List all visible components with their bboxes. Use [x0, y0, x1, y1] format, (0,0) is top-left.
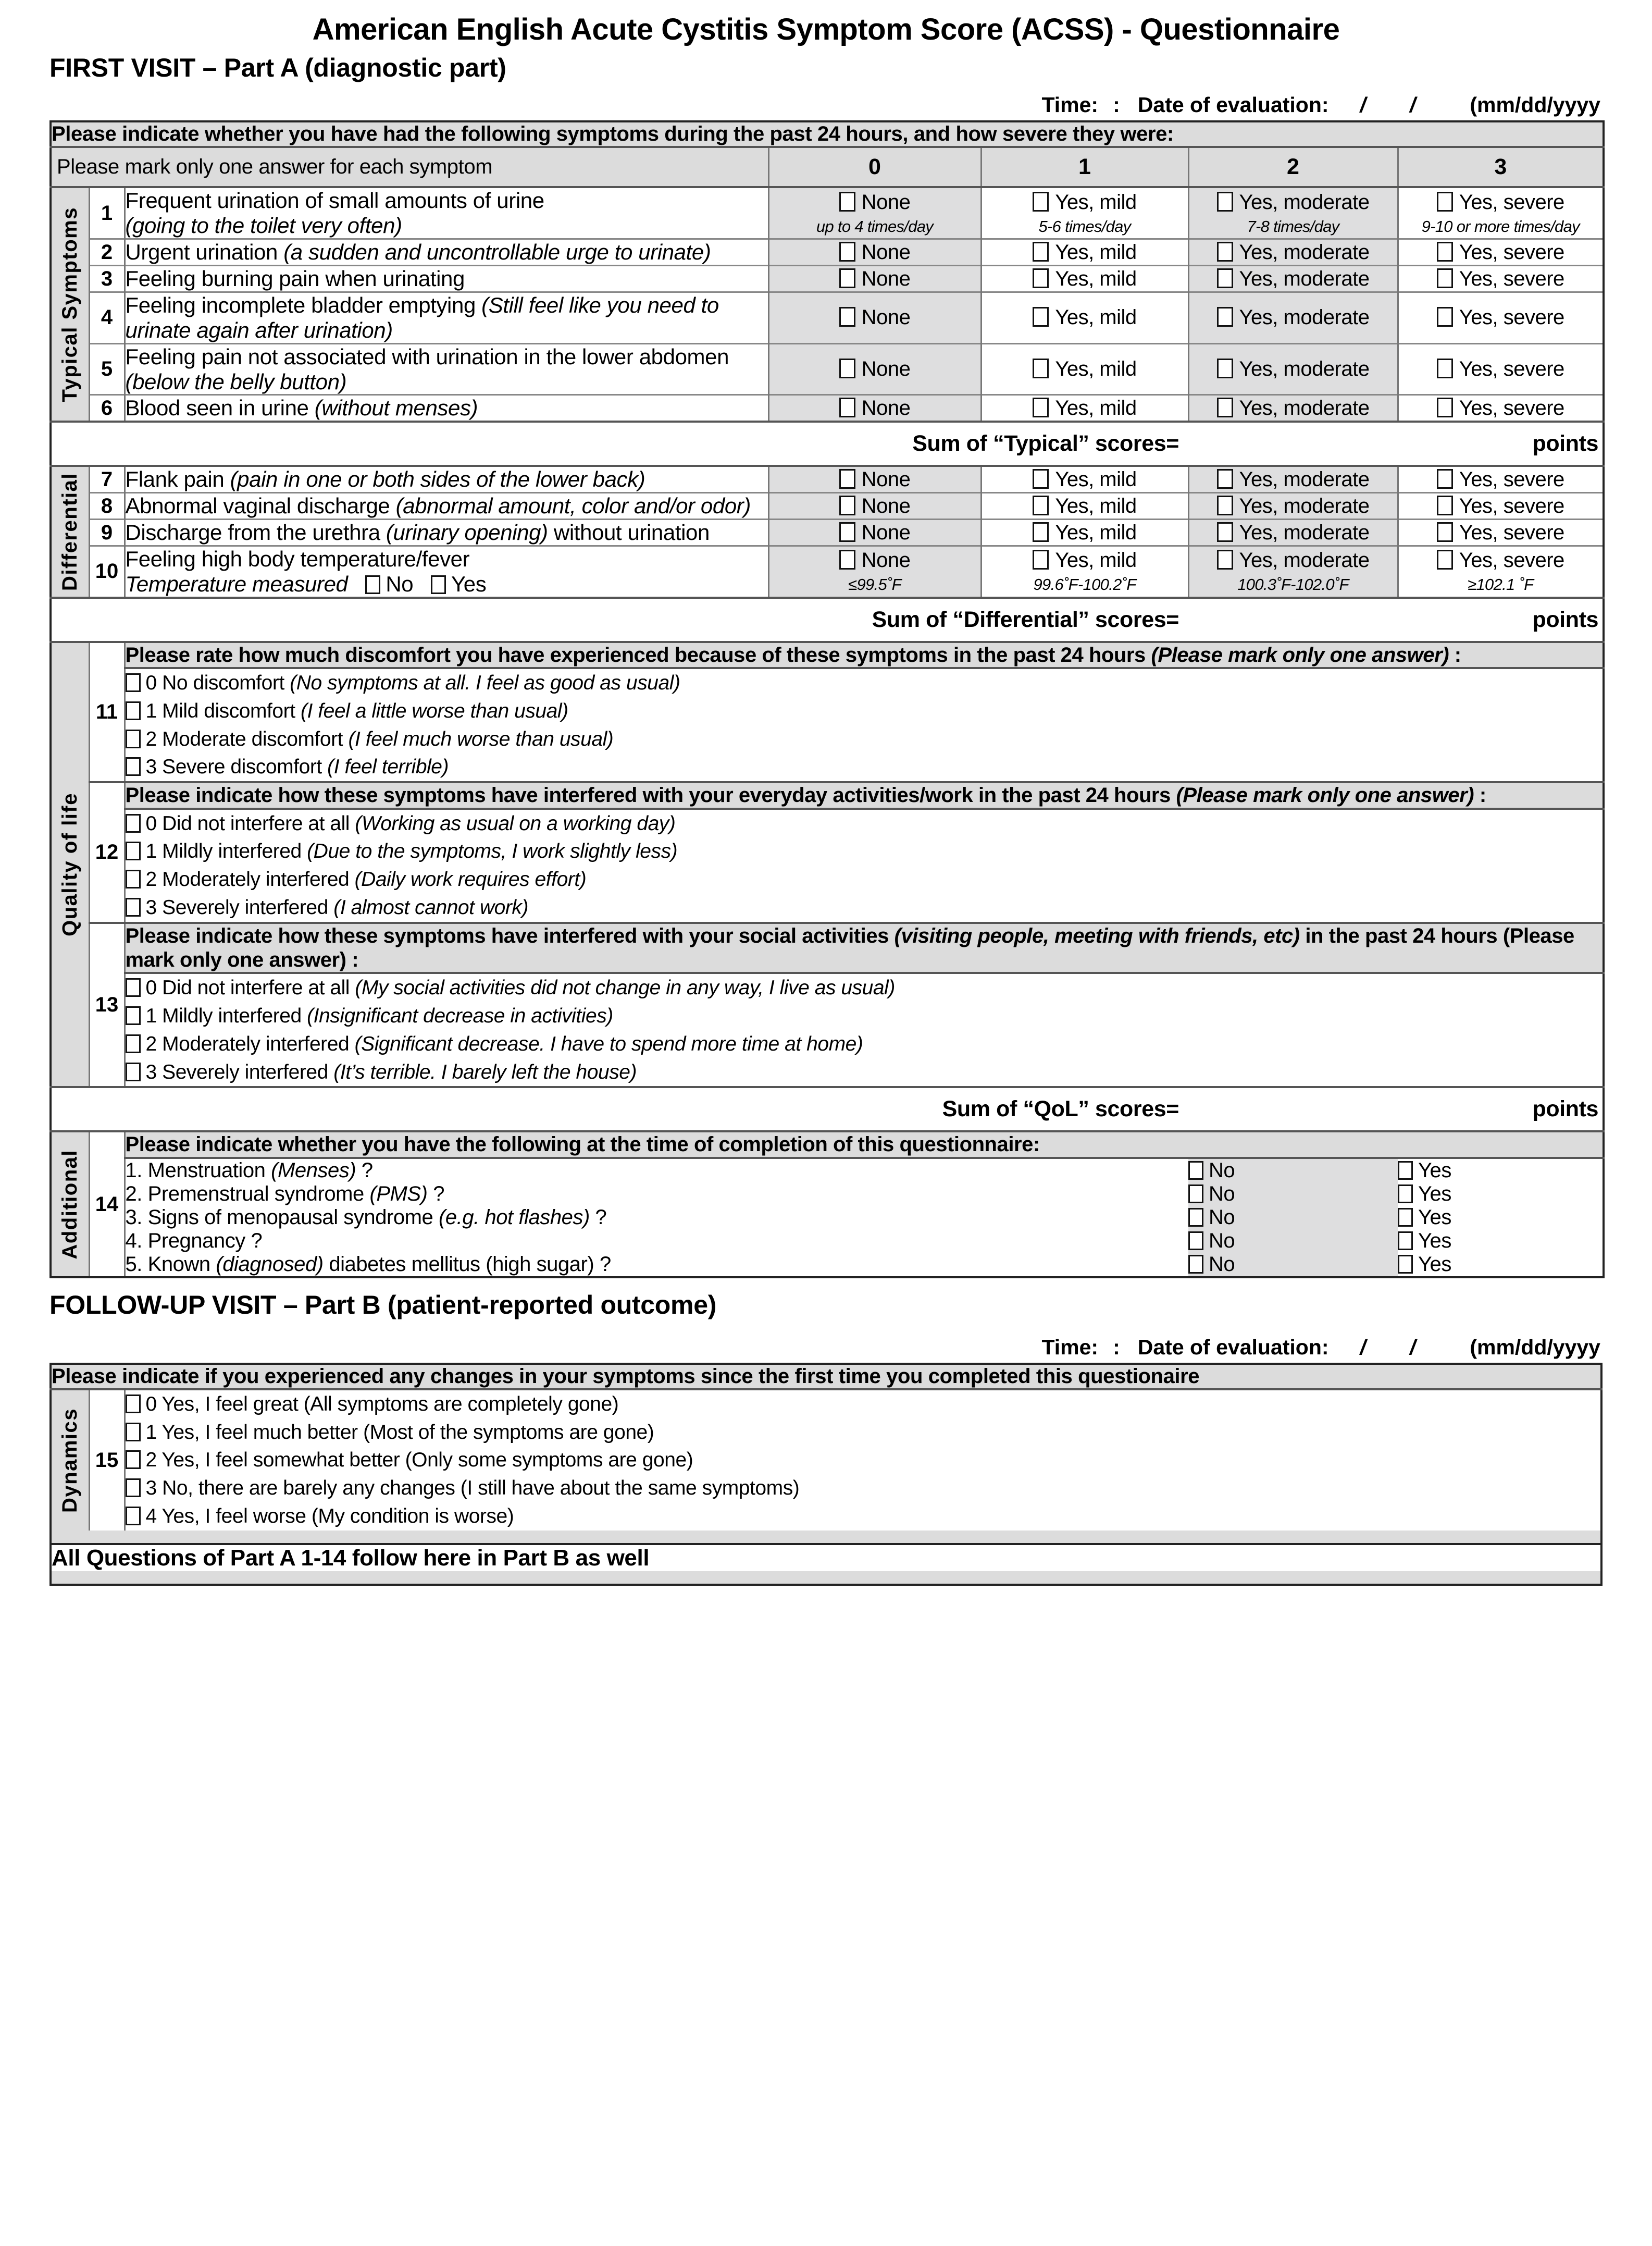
option-cell-3[interactable]: Yes, severe — [1398, 266, 1604, 292]
item-number: 1 — [89, 187, 125, 239]
checkbox[interactable] — [839, 522, 855, 542]
part-b-title: FOLLOW-UP VISIT – Part B (patient-reported outcome) — [49, 1290, 717, 1319]
option-cell-0[interactable]: None — [768, 466, 981, 492]
checkbox[interactable] — [1033, 398, 1049, 417]
checkbox[interactable] — [839, 307, 855, 327]
date-label: Date of evaluation: — [1137, 1335, 1329, 1359]
checkbox[interactable] — [1217, 550, 1233, 570]
checkbox[interactable] — [1033, 268, 1049, 288]
part-b-instruction: Please indicate if you experienced any changes in your symptoms since the first time you completed this questionaire — [51, 1364, 1601, 1389]
table-row — [51, 1182, 1604, 1206]
additional-item-text: 2. Premenstrual syndrome (PMS) ? — [125, 1182, 444, 1205]
checkbox[interactable] — [1437, 550, 1453, 570]
section-label-typical: Typical Symptoms — [51, 187, 89, 422]
checkbox[interactable] — [1437, 192, 1453, 212]
sum-qol-row — [51, 1087, 1604, 1131]
option-cell-0[interactable]: None — [768, 520, 981, 546]
checkbox[interactable] — [126, 1395, 141, 1413]
checkbox[interactable] — [126, 1034, 141, 1053]
additional-yes-cell[interactable]: Yes — [1398, 1253, 1604, 1277]
item-number: 11 — [89, 642, 125, 782]
table-row — [51, 642, 1604, 668]
checkbox[interactable] — [1437, 398, 1453, 417]
table-row — [51, 1206, 1604, 1229]
checkbox[interactable] — [1437, 307, 1453, 327]
option-cell-3[interactable]: Yes, severe 9-10 or more times/day — [1398, 187, 1604, 239]
list-item[interactable]: 4 Yes, I feel worse (My condition is worse) — [126, 1502, 1601, 1531]
option-cell-0[interactable]: None — [768, 493, 981, 520]
checkbox[interactable] — [1398, 1161, 1413, 1180]
checkbox[interactable] — [1217, 496, 1233, 515]
option-cell-1[interactable]: Yes, mild — [981, 395, 1188, 422]
checkbox[interactable] — [839, 192, 855, 212]
option-cell-2[interactable]: Yes, moderate — [1188, 266, 1398, 292]
table-row — [51, 266, 1604, 292]
table-row — [51, 923, 1604, 973]
sum-typical-points: points — [1532, 431, 1599, 456]
checkbox[interactable] — [1033, 242, 1049, 262]
checkbox[interactable] — [126, 1478, 141, 1497]
additional-item-text: 1. Menstruation (Menses) ? — [125, 1158, 373, 1182]
item-text: Feeling incomplete bladder emptying (Still feel like you need to urinate again after urination) — [125, 292, 719, 342]
score-header-1: 1 — [981, 147, 1188, 187]
checkbox[interactable] — [1033, 307, 1049, 327]
checkbox[interactable] — [126, 842, 141, 860]
part-a-instruction: Please indicate whether you have had the following symptoms during the past 24 hours, and how severe they were: — [51, 121, 1604, 147]
list-item[interactable]: 2 Moderately interfered (Daily work requires effort) — [126, 866, 1603, 894]
checkbox[interactable] — [1033, 522, 1049, 542]
additional-yes-cell[interactable]: Yes — [1398, 1182, 1604, 1206]
sum-differential-row — [51, 598, 1604, 642]
option-cell-0[interactable]: None — [768, 239, 981, 266]
option-cell-1[interactable]: Yes, mild — [981, 520, 1188, 546]
option-cell-2[interactable]: Yes, moderate 7-8 times/day — [1188, 187, 1398, 239]
checkbox[interactable] — [126, 814, 141, 833]
checkbox[interactable] — [1188, 1184, 1203, 1203]
checkbox[interactable] — [1217, 192, 1233, 212]
score-header-0: 0 — [768, 147, 981, 187]
checkbox[interactable] — [1033, 496, 1049, 515]
list-item[interactable]: 2 Moderate discomfort (I feel much worse than usual) — [126, 725, 1603, 754]
item-number: 14 — [89, 1131, 125, 1277]
list-item[interactable]: 0 No discomfort (No symptoms at all. I feel as good as usual) — [126, 669, 1603, 697]
additional-no-cell[interactable]: No — [1188, 1253, 1398, 1277]
list-item[interactable]: 2 Moderately interfered (Significant decrease. I have to spend more time at home) — [126, 1030, 1603, 1058]
item-text: Flank pain (pain in one or both sides of the lower back) — [125, 467, 645, 492]
checkbox-temp-yes[interactable] — [431, 575, 446, 594]
checkbox[interactable] — [1033, 469, 1049, 489]
option-cell-2[interactable]: Yes, moderate — [1188, 292, 1398, 343]
checkbox[interactable] — [1217, 268, 1233, 288]
checkbox[interactable] — [1217, 398, 1233, 417]
checkbox[interactable] — [839, 469, 855, 489]
checkbox[interactable] — [1398, 1255, 1413, 1274]
date-slash-2: / — [1409, 93, 1416, 117]
option-cell-2[interactable]: Yes, moderate — [1188, 395, 1398, 422]
part-b-dateline — [49, 1325, 1603, 1363]
option-cell-3[interactable]: Yes, severe — [1398, 395, 1604, 422]
option-cell-3[interactable]: Yes, severe — [1398, 520, 1604, 546]
checkbox[interactable] — [1217, 307, 1233, 327]
section-label-dynamics: Dynamics — [51, 1389, 89, 1531]
checkbox[interactable] — [1188, 1255, 1203, 1274]
spacer-band — [51, 1571, 1601, 1585]
additional-item-text: 4. Pregnancy ? — [125, 1229, 263, 1252]
checkbox[interactable] — [839, 496, 855, 515]
checkbox[interactable] — [839, 398, 855, 417]
option-cell-1[interactable]: Yes, mild — [981, 239, 1188, 266]
table-row — [51, 1158, 1604, 1182]
section-label-qol: Quality of life — [51, 642, 89, 1088]
additional-item-text: 5. Known (diagnosed) diabetes mellitus (high sugar) ? — [125, 1252, 611, 1276]
option-cell-3[interactable]: Yes, severe ≥102.1 ˚F — [1398, 546, 1604, 597]
section-label-differential: Differential — [51, 466, 89, 597]
qol-prompt-13: Please indicate how these symptoms have interfered with your social activities (visiting people, meeting with friends, etc) in the past 24 hours (Please mark only one answer) : — [125, 923, 1604, 973]
list-item[interactable]: 0 Yes, I feel great (All symptoms are completely gone) — [126, 1390, 1601, 1418]
part-a-dateline — [49, 83, 1603, 120]
checkbox[interactable] — [126, 1423, 141, 1441]
item-number: 5 — [89, 343, 125, 395]
table-row — [51, 493, 1604, 520]
item-text: Blood seen in urine (without menses) — [125, 396, 478, 421]
additional-no-cell[interactable]: No — [1188, 1158, 1398, 1182]
option-cell-3[interactable]: Yes, severe — [1398, 343, 1604, 395]
additional-no-cell[interactable]: No — [1188, 1206, 1398, 1229]
table-row — [51, 520, 1604, 546]
score-header-row — [51, 147, 1604, 187]
date-slash-1: / — [1360, 93, 1366, 117]
part-a-title: FIRST VISIT – Part A (diagnostic part) — [49, 53, 506, 83]
additional-item-text: 3. Signs of menopausal syndrome (e.g. hot flashes) ? — [125, 1205, 607, 1229]
date-format-hint: (mm/dd/yyyy — [1470, 93, 1600, 117]
table-row — [51, 292, 1604, 343]
footer-row — [51, 1544, 1601, 1571]
additional-yes-cell[interactable]: Yes — [1398, 1206, 1604, 1229]
table-row — [51, 187, 1604, 239]
table-row — [51, 973, 1604, 1087]
checkbox[interactable] — [1398, 1231, 1413, 1250]
footer-spacer-row — [51, 1571, 1601, 1585]
mark-one-note: Please mark only one answer for each symptom — [51, 147, 768, 187]
table-row — [51, 668, 1604, 782]
checkbox[interactable] — [1217, 242, 1233, 262]
option-cell-0[interactable]: None ≤99.5˚F — [768, 546, 981, 597]
option-cell-0[interactable]: None — [768, 292, 981, 343]
checkbox[interactable] — [1437, 522, 1453, 542]
item-text: Frequent urination of small amounts of urine (going to the toilet very often) — [125, 188, 544, 238]
item-number: 7 — [89, 466, 125, 492]
checkbox[interactable] — [126, 1006, 141, 1025]
list-item[interactable]: 1 Mild discomfort (I feel a little worse than usual) — [126, 697, 1603, 725]
sum-typical-row — [51, 422, 1604, 466]
part-a-instruction-row — [51, 121, 1604, 147]
list-item[interactable]: 3 Severely interfered (I almost cannot work) — [126, 894, 1603, 922]
checkbox[interactable] — [126, 673, 141, 692]
checkbox[interactable] — [1188, 1161, 1203, 1180]
checkbox[interactable] — [839, 268, 855, 288]
option-cell-2[interactable]: Yes, moderate 100.3˚F-102.0˚F — [1188, 546, 1398, 597]
option-cell-2[interactable]: Yes, moderate — [1188, 520, 1398, 546]
option-cell-3[interactable]: Yes, severe — [1398, 493, 1604, 520]
table-row — [51, 782, 1604, 808]
checkbox[interactable] — [839, 359, 855, 378]
checkbox[interactable] — [1188, 1231, 1203, 1250]
list-item[interactable]: 1 Mildly interfered (Insignificant decrease in activities) — [126, 1002, 1603, 1030]
checkbox[interactable] — [1217, 522, 1233, 542]
option-sublabel: 100.3˚F-102.0˚F — [1237, 575, 1349, 594]
option-sublabel: 5-6 times/day — [1038, 217, 1131, 236]
checkbox[interactable] — [1437, 496, 1453, 515]
score-header-2: 2 — [1188, 147, 1398, 187]
option-cell-0[interactable]: None — [768, 395, 981, 422]
table-row — [51, 546, 1604, 597]
checkbox-temp-no[interactable] — [365, 575, 380, 594]
table-row — [51, 395, 1604, 422]
part-a-table — [49, 120, 1605, 1278]
part-b-instruction-row — [51, 1364, 1601, 1389]
additional-yes-cell[interactable]: Yes — [1398, 1158, 1604, 1182]
table-row — [51, 1253, 1604, 1277]
table-row — [51, 1389, 1601, 1531]
list-item[interactable]: 3 Severe discomfort (I feel terrible) — [126, 753, 1603, 781]
qol-options-12 — [125, 809, 1604, 923]
option-cell-1[interactable]: Yes, mild — [981, 266, 1188, 292]
option-cell-3[interactable]: Yes, severe — [1398, 466, 1604, 492]
checkbox[interactable] — [1437, 359, 1453, 378]
list-item[interactable]: 1 Yes, I feel much better (Most of the symptoms are gone) — [126, 1418, 1601, 1447]
option-cell-1[interactable]: Yes, mild — [981, 343, 1188, 395]
item-number: 3 — [89, 266, 125, 292]
part-b-spacer-row — [51, 1531, 1601, 1544]
list-item[interactable]: 3 No, there are barely any changes (I still have about the same symptoms) — [126, 1474, 1601, 1502]
date-slash-2: / — [1409, 1335, 1416, 1359]
checkbox[interactable] — [1437, 469, 1453, 489]
checkbox[interactable] — [1217, 359, 1233, 378]
option-sublabel: up to 4 times/day — [816, 217, 934, 236]
option-cell-2[interactable]: Yes, moderate — [1188, 343, 1398, 395]
item-text: Urgent urination (a sudden and uncontrollable urge to urinate) — [125, 240, 711, 265]
footer-statement: All Questions of Part A 1-14 follow here in Part B as well — [52, 1545, 650, 1571]
item-text: Feeling burning pain when urinating — [125, 266, 465, 291]
item-number: 15 — [89, 1389, 125, 1531]
part-b-table — [49, 1363, 1603, 1545]
time-colon: : — [1113, 93, 1120, 117]
table-row — [51, 1131, 1604, 1157]
option-cell-0[interactable]: None — [768, 343, 981, 395]
option-cell-1[interactable]: Yes, mild — [981, 493, 1188, 520]
checkbox[interactable] — [126, 757, 141, 776]
checkbox[interactable] — [126, 730, 141, 748]
list-item[interactable]: 1 Mildly interfered (Due to the symptoms, I work slightly less) — [126, 837, 1603, 866]
option-cell-1[interactable]: Yes, mild — [981, 466, 1188, 492]
sum-typical-label: Sum of “Typical” scores= — [912, 431, 1179, 456]
checkbox[interactable] — [839, 242, 855, 262]
time-colon: : — [1113, 1335, 1120, 1359]
option-sublabel: 9-10 or more times/day — [1421, 217, 1580, 236]
sum-differential-points: points — [1532, 607, 1599, 632]
score-header-3: 3 — [1398, 147, 1604, 187]
table-row — [51, 466, 1604, 492]
checkbox[interactable] — [1398, 1184, 1413, 1203]
checkbox[interactable] — [1437, 242, 1453, 262]
option-cell-2[interactable]: Yes, moderate — [1188, 239, 1398, 266]
list-item[interactable]: 2 Yes, I feel somewhat better (Only some symptoms are gone) — [126, 1446, 1601, 1474]
checkbox[interactable] — [1217, 469, 1233, 489]
date-slash-1: / — [1360, 1335, 1366, 1359]
item-text: Feeling high body temperature/fever Temperature measured No Yes — [125, 546, 487, 596]
list-item[interactable]: 0 Did not interfere at all (My social activities did not change in any way, I live as usual) — [126, 974, 1603, 1002]
option-cell-2[interactable]: Yes, moderate — [1188, 493, 1398, 520]
checkbox[interactable] — [839, 550, 855, 570]
checkbox[interactable] — [1033, 192, 1049, 212]
item-number: 6 — [89, 395, 125, 422]
date-label: Date of evaluation: — [1137, 93, 1329, 117]
item-number: 12 — [89, 782, 125, 922]
option-cell-3[interactable]: Yes, severe — [1398, 292, 1604, 343]
item-text: Discharge from the urethra (urinary opening) without urination — [125, 520, 710, 545]
time-label: Time: — [1041, 1335, 1099, 1359]
checkbox[interactable] — [126, 978, 141, 997]
additional-yes-cell[interactable]: Yes — [1398, 1229, 1604, 1253]
option-cell-1[interactable]: Yes, mild — [981, 292, 1188, 343]
sum-qol-points: points — [1532, 1096, 1599, 1122]
table-row — [51, 239, 1604, 266]
option-cell-3[interactable]: Yes, severe — [1398, 239, 1604, 266]
item-number: 4 — [89, 292, 125, 343]
item-number: 8 — [89, 493, 125, 520]
checkbox[interactable] — [1033, 359, 1049, 378]
qol-prompt-11: Please rate how much discomfort you have experienced because of these symptoms in the past 24 hours (Please mark only one answer) : — [125, 642, 1604, 668]
option-sublabel: ≤99.5˚F — [848, 575, 901, 594]
footer-table — [49, 1543, 1603, 1586]
checkbox[interactable] — [1033, 550, 1049, 570]
checkbox[interactable] — [126, 1063, 141, 1081]
table-row — [51, 1229, 1604, 1253]
option-cell-2[interactable]: Yes, moderate — [1188, 466, 1398, 492]
option-sublabel: 7-8 times/day — [1247, 217, 1339, 236]
checkbox[interactable] — [126, 1507, 141, 1525]
dynamics-options — [125, 1389, 1601, 1531]
qol-prompt-12: Please indicate how these symptoms have interfered with your everyday activities/work in the past 24 hours (Please mark only one answer) : — [125, 782, 1604, 808]
checkbox[interactable] — [1437, 268, 1453, 288]
option-cell-1[interactable]: Yes, mild 99.6˚F-100.2˚F — [981, 546, 1188, 597]
page-title: American English Acute Cystitis Symptom Score (ACSS) - Questionnaire — [312, 13, 1340, 46]
additional-no-cell[interactable]: No — [1188, 1229, 1398, 1253]
option-cell-0[interactable]: None up to 4 times/day — [768, 187, 981, 239]
time-label: Time: — [1041, 93, 1099, 117]
option-sublabel: 99.6˚F-100.2˚F — [1033, 575, 1136, 594]
qol-options-11 — [125, 668, 1604, 782]
qol-options-13 — [125, 973, 1604, 1087]
checkbox[interactable] — [126, 701, 141, 720]
item-text: Feeling pain not associated with urination in the lower abdomen (below the belly button) — [125, 344, 729, 394]
item-number: 13 — [89, 923, 125, 1088]
sum-differential-label: Sum of “Differential” scores= — [872, 607, 1179, 632]
checkbox[interactable] — [1188, 1208, 1203, 1227]
spacer-band — [51, 1531, 1601, 1544]
additional-no-cell[interactable]: No — [1188, 1182, 1398, 1206]
list-item[interactable]: 0 Did not interfere at all (Working as usual on a working day) — [126, 810, 1603, 838]
sum-qol-label: Sum of “QoL” scores= — [942, 1096, 1179, 1122]
additional-prompt: Please indicate whether you have the following at the time of completion of this questionnaire: — [125, 1131, 1604, 1157]
table-row — [51, 343, 1604, 395]
checkbox[interactable] — [1398, 1208, 1413, 1227]
checkbox[interactable] — [126, 870, 141, 888]
table-row — [51, 809, 1604, 923]
item-text: Abnormal vaginal discharge (abnormal amount, color and/or odor) — [125, 493, 751, 519]
option-cell-0[interactable]: None — [768, 266, 981, 292]
section-label-additional: Additional — [51, 1131, 89, 1277]
item-number: 2 — [89, 239, 125, 266]
option-cell-1[interactable]: Yes, mild 5-6 times/day — [981, 187, 1188, 239]
checkbox[interactable] — [126, 1450, 141, 1469]
item-number: 9 — [89, 520, 125, 546]
list-item[interactable]: 3 Severely interfered (It’s terrible. I barely left the house) — [126, 1058, 1603, 1087]
checkbox[interactable] — [126, 898, 141, 917]
option-sublabel: ≥102.1 ˚F — [1468, 575, 1534, 594]
item-number: 10 — [89, 546, 125, 597]
date-format-hint: (mm/dd/yyyy — [1470, 1335, 1600, 1359]
